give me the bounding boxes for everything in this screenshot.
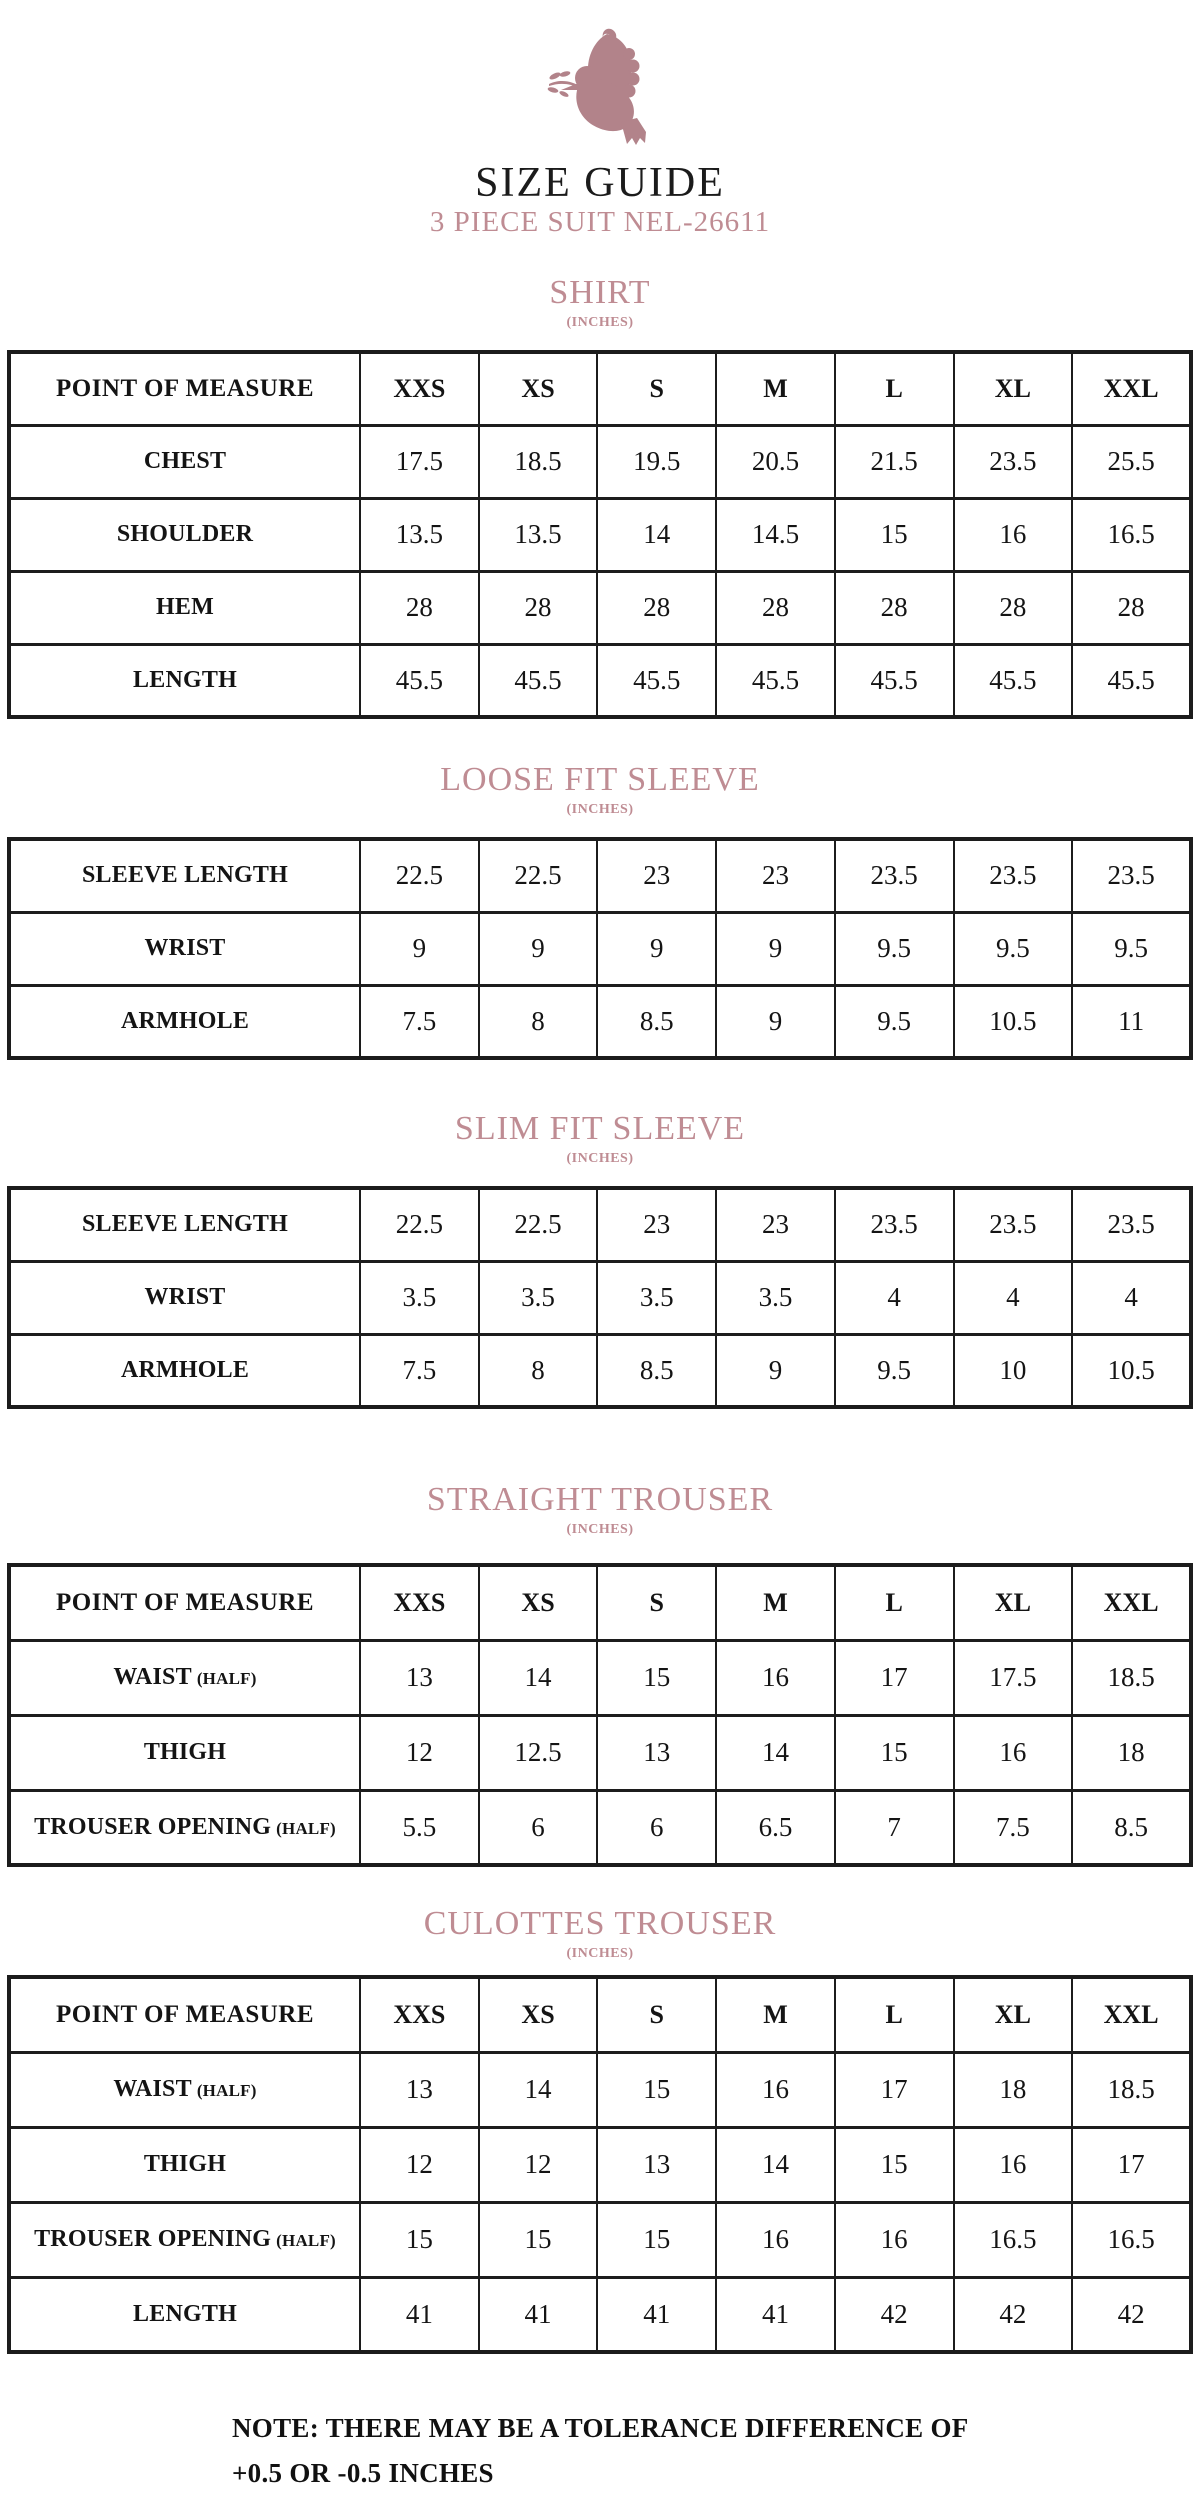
section-title: CULOTTES TROUSER bbox=[423, 1905, 777, 1942]
size-value: 23.5 bbox=[1072, 839, 1191, 912]
culottes-trouser-table bbox=[7, 1975, 1193, 2354]
size-value: 9 bbox=[597, 912, 716, 985]
size-value: 9 bbox=[716, 912, 835, 985]
size-value: 23 bbox=[597, 1188, 716, 1261]
size-value: 4 bbox=[954, 1261, 1073, 1334]
units-label: (INCHES) bbox=[566, 315, 634, 330]
measure-label bbox=[9, 498, 360, 571]
size-value: 23.5 bbox=[954, 425, 1073, 498]
table-row bbox=[9, 839, 1191, 912]
size-value: 14 bbox=[597, 498, 716, 571]
size-column-header: XL bbox=[954, 1977, 1073, 2052]
units-label: (INCHES) bbox=[566, 1946, 634, 1961]
size-value: 6 bbox=[479, 1790, 598, 1865]
measure-label bbox=[9, 1715, 360, 1790]
size-value: 4 bbox=[835, 1261, 954, 1334]
size-column-header: XXS bbox=[360, 1565, 479, 1640]
section-shirt bbox=[0, 274, 1200, 719]
size-value: 16.5 bbox=[954, 2202, 1073, 2277]
size-column-header: M bbox=[716, 1565, 835, 1640]
slim-fit-sleeve-table bbox=[7, 1186, 1193, 1409]
measure-label bbox=[9, 1334, 360, 1407]
measure-label-text: WAIST bbox=[113, 1664, 192, 1690]
size-value: 13.5 bbox=[479, 498, 598, 571]
size-value: 8.5 bbox=[597, 1334, 716, 1407]
size-value: 14 bbox=[716, 1715, 835, 1790]
size-value: 22.5 bbox=[479, 1188, 598, 1261]
measure-label bbox=[9, 1261, 360, 1334]
size-value: 45.5 bbox=[716, 644, 835, 717]
size-value: 15 bbox=[479, 2202, 598, 2277]
size-value: 15 bbox=[835, 1715, 954, 1790]
size-value: 17 bbox=[835, 2052, 954, 2127]
size-value: 28 bbox=[716, 571, 835, 644]
size-value: 45.5 bbox=[835, 644, 954, 717]
size-value: 15 bbox=[597, 2202, 716, 2277]
table-row bbox=[9, 425, 1191, 498]
size-value: 9.5 bbox=[835, 912, 954, 985]
table-row bbox=[9, 912, 1191, 985]
size-value: 16 bbox=[835, 2202, 954, 2277]
units-label: (INCHES) bbox=[566, 802, 634, 817]
size-value: 16 bbox=[954, 498, 1073, 571]
size-value: 13 bbox=[597, 1715, 716, 1790]
page-title: SIZE GUIDE bbox=[475, 160, 725, 206]
size-column-header: XXS bbox=[360, 1977, 479, 2052]
size-value: 28 bbox=[835, 571, 954, 644]
size-value: 41 bbox=[360, 2277, 479, 2352]
size-value: 10.5 bbox=[954, 985, 1073, 1058]
size-value: 16 bbox=[954, 1715, 1073, 1790]
size-value: 42 bbox=[1072, 2277, 1191, 2352]
size-column-header: L bbox=[835, 1977, 954, 2052]
size-value: 45.5 bbox=[954, 644, 1073, 717]
size-value: 6 bbox=[597, 1790, 716, 1865]
size-value: 18.5 bbox=[1072, 1640, 1191, 1715]
size-value: 15 bbox=[835, 498, 954, 571]
size-value: 21.5 bbox=[835, 425, 954, 498]
size-value: 45.5 bbox=[1072, 644, 1191, 717]
note-line-1: NOTE: THERE MAY BE A TOLERANCE DIFFERENCE OF bbox=[232, 2413, 969, 2443]
units-label: (INCHES) bbox=[566, 1522, 634, 1537]
measure-label bbox=[9, 2052, 360, 2127]
section-loose-fit-sleeve bbox=[0, 761, 1200, 1060]
measure-label bbox=[9, 644, 360, 717]
size-column-header: XXL bbox=[1072, 352, 1191, 425]
size-column-header: XS bbox=[479, 352, 598, 425]
measure-label bbox=[9, 2127, 360, 2202]
size-value: 41 bbox=[479, 2277, 598, 2352]
size-column-header: S bbox=[597, 1565, 716, 1640]
table-row bbox=[9, 644, 1191, 717]
table-row bbox=[9, 985, 1191, 1058]
table-row bbox=[9, 498, 1191, 571]
size-value: 7 bbox=[835, 1790, 954, 1865]
size-value: 17.5 bbox=[954, 1640, 1073, 1715]
measure-label-text: ARMHOLE bbox=[120, 1356, 250, 1383]
size-column-header: M bbox=[716, 1977, 835, 2052]
straight-trouser-table bbox=[7, 1563, 1193, 1867]
measure-label-suffix: (HALF) bbox=[276, 2231, 336, 2250]
section-title: LOOSE FIT SLEEVE bbox=[440, 761, 760, 798]
size-value: 3.5 bbox=[597, 1261, 716, 1334]
size-value: 20.5 bbox=[716, 425, 835, 498]
size-value: 8 bbox=[479, 985, 598, 1058]
size-value: 3.5 bbox=[479, 1261, 598, 1334]
size-value: 25.5 bbox=[1072, 425, 1191, 498]
size-value: 9.5 bbox=[835, 1334, 954, 1407]
measure-label bbox=[9, 839, 360, 912]
size-column-header: XS bbox=[479, 1565, 598, 1640]
size-value: 12 bbox=[479, 2127, 598, 2202]
size-value: 42 bbox=[954, 2277, 1073, 2352]
size-value: 13.5 bbox=[360, 498, 479, 571]
size-value: 17.5 bbox=[360, 425, 479, 498]
size-value: 4 bbox=[1072, 1261, 1191, 1334]
size-value: 9 bbox=[479, 912, 598, 985]
size-value: 45.5 bbox=[479, 644, 598, 717]
size-column-header: M bbox=[716, 352, 835, 425]
size-value: 23 bbox=[716, 1188, 835, 1261]
point-of-measure-header: POINT OF MEASURE bbox=[9, 352, 360, 425]
size-column-header: XXL bbox=[1072, 1977, 1191, 2052]
size-value: 18 bbox=[954, 2052, 1073, 2127]
measure-label-text: THIGH bbox=[143, 1739, 227, 1765]
size-column-header: L bbox=[835, 352, 954, 425]
size-value: 22.5 bbox=[479, 839, 598, 912]
size-value: 17 bbox=[835, 1640, 954, 1715]
size-value: 16 bbox=[716, 2052, 835, 2127]
product-code-subtitle: 3 PIECE SUIT NEL-26611 bbox=[429, 206, 771, 238]
size-value: 28 bbox=[479, 571, 598, 644]
measure-label bbox=[9, 1640, 360, 1715]
size-column-header: XXS bbox=[360, 352, 479, 425]
size-value: 23 bbox=[716, 839, 835, 912]
size-value: 28 bbox=[1072, 571, 1191, 644]
size-value: 41 bbox=[716, 2277, 835, 2352]
size-value: 9.5 bbox=[835, 985, 954, 1058]
size-value: 19.5 bbox=[597, 425, 716, 498]
size-value: 3.5 bbox=[716, 1261, 835, 1334]
size-value: 22.5 bbox=[360, 1188, 479, 1261]
size-value: 28 bbox=[597, 571, 716, 644]
table-row bbox=[9, 1640, 1191, 1715]
size-value: 14.5 bbox=[716, 498, 835, 571]
measure-label-suffix: (HALF) bbox=[196, 1669, 257, 1688]
size-value: 16.5 bbox=[1072, 498, 1191, 571]
size-value: 23.5 bbox=[954, 1188, 1073, 1261]
size-value: 12.5 bbox=[479, 1715, 598, 1790]
size-value: 14 bbox=[716, 2127, 835, 2202]
note-line-2: +0.5 OR -0.5 INCHES bbox=[232, 2458, 494, 2488]
size-value: 13 bbox=[597, 2127, 716, 2202]
size-value: 22.5 bbox=[360, 839, 479, 912]
size-value: 10.5 bbox=[1072, 1334, 1191, 1407]
measure-label-suffix: (HALF) bbox=[196, 2081, 257, 2100]
measure-label-text: THIGH bbox=[143, 2151, 227, 2177]
size-value: 18.5 bbox=[479, 425, 598, 498]
size-value: 9 bbox=[716, 985, 835, 1058]
table-row bbox=[9, 2052, 1191, 2127]
measure-label-text: SLEEVE LENGTH bbox=[81, 862, 288, 889]
size-value: 45.5 bbox=[597, 644, 716, 717]
measure-label bbox=[9, 912, 360, 985]
section-straight-trouser bbox=[0, 1481, 1200, 1867]
section-title: STRAIGHT TROUSER bbox=[426, 1481, 774, 1518]
size-value: 9.5 bbox=[954, 912, 1073, 985]
measure-label-text: SLEEVE LENGTH bbox=[81, 1211, 288, 1238]
units-label: (INCHES) bbox=[566, 1151, 634, 1166]
size-value: 8.5 bbox=[1072, 1790, 1191, 1865]
section-title: SHIRT bbox=[549, 274, 651, 311]
measure-label bbox=[9, 2202, 360, 2277]
measure-label-text: TROUSER OPENING bbox=[34, 1813, 272, 1840]
measure-label-text: LENGTH bbox=[133, 666, 237, 693]
table-row bbox=[9, 1188, 1191, 1261]
measure-label-text: CHEST bbox=[143, 448, 227, 474]
table-row bbox=[9, 2277, 1191, 2352]
table-header-row bbox=[9, 1977, 1191, 2052]
size-value: 7.5 bbox=[954, 1790, 1073, 1865]
size-value: 8.5 bbox=[597, 985, 716, 1058]
size-column-header: XL bbox=[954, 1565, 1073, 1640]
size-value: 14 bbox=[479, 1640, 598, 1715]
size-value: 9.5 bbox=[1072, 912, 1191, 985]
size-value: 41 bbox=[597, 2277, 716, 2352]
measure-label bbox=[9, 985, 360, 1058]
size-value: 12 bbox=[360, 2127, 479, 2202]
size-value: 12 bbox=[360, 1715, 479, 1790]
size-value: 16 bbox=[954, 2127, 1073, 2202]
size-value: 13 bbox=[360, 2052, 479, 2127]
size-value: 9 bbox=[716, 1334, 835, 1407]
size-value: 16 bbox=[716, 2202, 835, 2277]
size-value: 14 bbox=[479, 2052, 598, 2127]
size-value: 16 bbox=[716, 1640, 835, 1715]
size-value: 18 bbox=[1072, 1715, 1191, 1790]
measure-label bbox=[9, 425, 360, 498]
size-value: 15 bbox=[360, 2202, 479, 2277]
measure-label bbox=[9, 2277, 360, 2352]
size-value: 7.5 bbox=[360, 985, 479, 1058]
size-value: 7.5 bbox=[360, 1334, 479, 1407]
measure-label-text: WRIST bbox=[144, 1284, 226, 1310]
size-column-header: XL bbox=[954, 352, 1073, 425]
size-value: 15 bbox=[597, 1640, 716, 1715]
size-column-header: S bbox=[597, 1977, 716, 2052]
size-value: 5.5 bbox=[360, 1790, 479, 1865]
table-row bbox=[9, 2127, 1191, 2202]
brand-header bbox=[0, 26, 1200, 238]
loose-fit-sleeve-table bbox=[7, 837, 1193, 1060]
size-value: 23.5 bbox=[835, 1188, 954, 1261]
size-value: 45.5 bbox=[360, 644, 479, 717]
shirt-table bbox=[7, 350, 1193, 719]
size-value: 15 bbox=[597, 2052, 716, 2127]
size-value: 23.5 bbox=[954, 839, 1073, 912]
size-column-header: S bbox=[597, 352, 716, 425]
table-row bbox=[9, 571, 1191, 644]
size-value: 6.5 bbox=[716, 1790, 835, 1865]
section-title: SLIM FIT SLEEVE bbox=[454, 1110, 746, 1147]
size-value: 13 bbox=[360, 1640, 479, 1715]
table-row bbox=[9, 1790, 1191, 1865]
point-of-measure-header: POINT OF MEASURE bbox=[9, 1977, 360, 2052]
size-value: 11 bbox=[1072, 985, 1191, 1058]
table-row bbox=[9, 1715, 1191, 1790]
size-value: 42 bbox=[835, 2277, 954, 2352]
point-of-measure-header: POINT OF MEASURE bbox=[9, 1565, 360, 1640]
sections bbox=[0, 274, 1200, 2354]
size-value: 15 bbox=[835, 2127, 954, 2202]
size-value: 10 bbox=[954, 1334, 1073, 1407]
table-row bbox=[9, 1261, 1191, 1334]
size-value: 8 bbox=[479, 1334, 598, 1407]
dove-icon bbox=[541, 26, 659, 150]
size-value: 18.5 bbox=[1072, 2052, 1191, 2127]
measure-label bbox=[9, 571, 360, 644]
tolerance-note bbox=[232, 2406, 1200, 2496]
measure-label-text: HEM bbox=[156, 594, 214, 620]
size-value: 9 bbox=[360, 912, 479, 985]
size-value: 16.5 bbox=[1072, 2202, 1191, 2277]
measure-label-text: TROUSER OPENING bbox=[34, 2226, 272, 2252]
size-value: 23 bbox=[597, 839, 716, 912]
measure-label-text: WRIST bbox=[144, 935, 226, 961]
size-value: 28 bbox=[360, 571, 479, 644]
section-slim-fit-sleeve bbox=[0, 1110, 1200, 1409]
measure-label-text: SHOULDER bbox=[116, 521, 254, 547]
measure-label bbox=[9, 1790, 360, 1865]
section-culottes-trouser bbox=[0, 1905, 1200, 2354]
brand-logo bbox=[0, 26, 1200, 152]
measure-label-suffix: (HALF) bbox=[276, 1818, 336, 1838]
size-value: 17 bbox=[1072, 2127, 1191, 2202]
size-column-header: L bbox=[835, 1565, 954, 1640]
measure-label-text: LENGTH bbox=[133, 2300, 237, 2327]
table-row bbox=[9, 1334, 1191, 1407]
measure-label bbox=[9, 1188, 360, 1261]
size-value: 3.5 bbox=[360, 1261, 479, 1334]
size-column-header: XS bbox=[479, 1977, 598, 2052]
size-value: 23.5 bbox=[835, 839, 954, 912]
size-column-header: XXL bbox=[1072, 1565, 1191, 1640]
table-row bbox=[9, 2202, 1191, 2277]
measure-label-text: WAIST bbox=[113, 2076, 192, 2102]
table-header-row bbox=[9, 1565, 1191, 1640]
size-value: 28 bbox=[954, 571, 1073, 644]
table-header-row bbox=[9, 352, 1191, 425]
measure-label-text: ARMHOLE bbox=[120, 1007, 250, 1034]
size-value: 23.5 bbox=[1072, 1188, 1191, 1261]
